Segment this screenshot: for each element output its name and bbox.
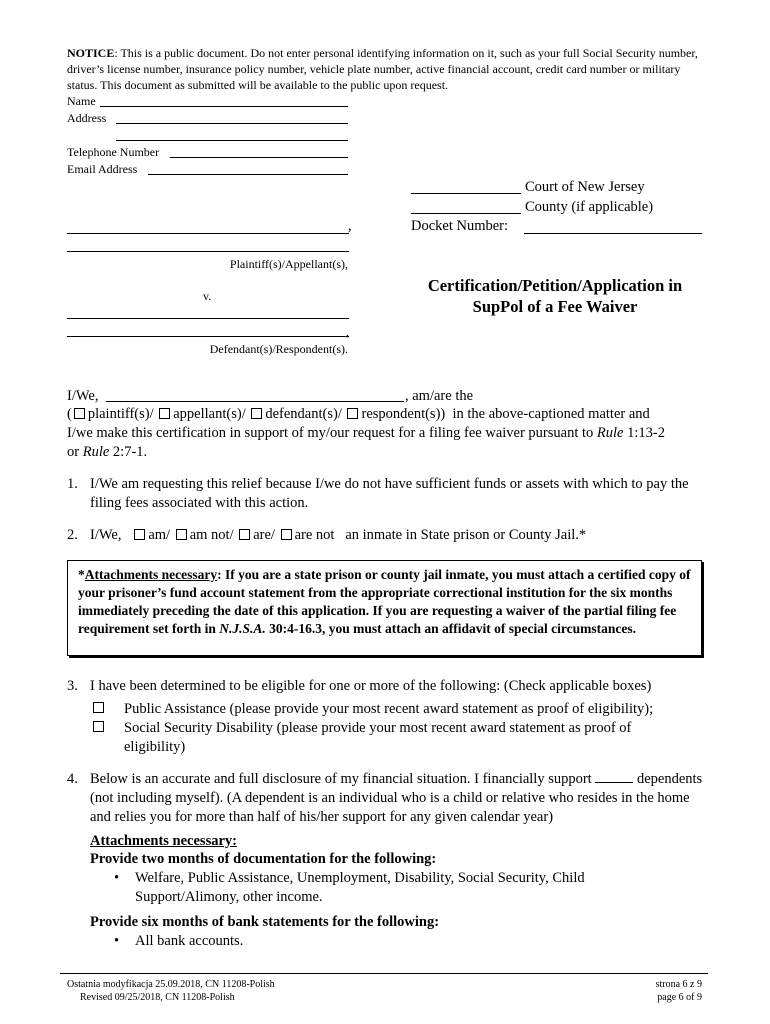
six-months-heading: Provide six months of bank statements for the following:	[90, 914, 440, 930]
notice-paragraph	[67, 45, 707, 93]
bullet-icon: •	[114, 870, 120, 886]
public-assistance-option: Public Assistance (please provide your most recent award statement as proof of eligibility);	[124, 701, 654, 717]
item1-number: 1.	[67, 476, 78, 492]
caption-comma2: ,	[346, 325, 349, 339]
public-assistance-checkbox[interactable]	[93, 702, 104, 713]
am-not-checkbox[interactable]	[176, 529, 187, 540]
intro-or: or	[67, 444, 83, 460]
item4-text-a: Below is an accurate and full disclosure of my financial situation. I financially support	[90, 771, 596, 787]
plaintiff-field-line2[interactable]	[67, 251, 349, 252]
two-months-heading: Provide two months of documentation for the following:	[90, 851, 437, 867]
income-list-item: Welfare, Public Assistance, Unemployment, Disability, Social Security, Child Support/Alimony, other income.	[135, 870, 585, 905]
item4-text-b: dependents (not including myself). (A dependent is an individual who is a child or relative who resides in the home and relies you for more than half of his/her support for any given calendar year)	[90, 771, 703, 825]
respondent-option: respondent(s))	[361, 406, 446, 422]
am-checkbox[interactable]	[134, 529, 145, 540]
ssd-option-cont: eligibility)	[124, 739, 186, 755]
caption-comma: ,	[348, 218, 352, 234]
plaintiff-field-line1[interactable]	[67, 233, 349, 234]
intro-tail: in the above-captioned matter and	[452, 406, 650, 422]
are-option: are/	[253, 527, 275, 543]
rule-number-1: 1:13-2	[623, 425, 665, 441]
intro-line2	[67, 424, 665, 443]
name-field[interactable]	[100, 106, 348, 107]
defendant-field-line1[interactable]	[67, 318, 349, 319]
intro-amare: , am/are the	[405, 388, 474, 404]
address-field-line2[interactable]	[116, 140, 348, 141]
item4-attach-heading: Attachments necessary:	[90, 833, 237, 849]
address-label: Address	[67, 111, 107, 125]
defendant-option: defendant(s)/	[265, 406, 342, 422]
email-field[interactable]	[148, 174, 348, 175]
county-label: County (if applicable)	[525, 199, 654, 215]
rule-ref-1: Rule	[596, 425, 624, 441]
footer-left-polish: Ostatnia modyfikacja 25.09.2018, CN 11208-Polish	[67, 979, 275, 990]
intro-name-field[interactable]	[106, 401, 404, 402]
intro-line3	[67, 443, 147, 462]
plaintiff-option: plaintiff(s)/	[87, 406, 154, 422]
ssd-option: Social Security Disability (please provide your most recent award statement as proof of	[124, 720, 632, 736]
court-label: Court of New Jersey	[525, 179, 645, 195]
appellant-checkbox[interactable]	[159, 408, 170, 419]
defendant-checkbox[interactable]	[251, 408, 262, 419]
attachments-text-end: 30:4-16.3, you must attach an affidavit of special circumstances.	[265, 621, 636, 636]
intro-line2-text: I/we make this certification in support of my/our request for a filing fee waiver pursuant to	[67, 425, 597, 441]
rule-ref-2: Rule	[82, 444, 110, 460]
bank-accounts-item: All bank accounts.	[135, 933, 244, 949]
plaintiff-label: Plaintiff(s)/Appellant(s),	[229, 257, 348, 271]
respondent-checkbox[interactable]	[347, 408, 358, 419]
title-line1: Certification/Petition/Application in	[427, 276, 683, 295]
item2-tail: an inmate in State prison or County Jail.*	[345, 527, 587, 543]
ssd-checkbox[interactable]	[93, 721, 104, 732]
document-title	[405, 275, 705, 317]
am-not-option: am not/	[189, 527, 234, 543]
are-checkbox[interactable]	[239, 529, 250, 540]
item3-text: I have been determined to be eligible for one or more of the following: (Check applicable boxes)	[90, 678, 652, 694]
plaintiff-checkbox[interactable]	[74, 408, 85, 419]
item3-number: 3.	[67, 678, 78, 694]
item1-text: I/We am requesting this relief because I/we do not have sufficient funds or assets with which to pay the filing fees associated with this action.	[90, 476, 689, 511]
appellant-option: appellant(s)/	[173, 406, 246, 422]
email-label: Email Address	[67, 162, 138, 176]
address-field-line1[interactable]	[116, 123, 348, 124]
docket-field[interactable]	[524, 233, 702, 234]
defendant-field-line2[interactable]	[67, 336, 349, 337]
party-role-line	[67, 405, 650, 424]
footer-divider	[60, 973, 708, 974]
versus-label: v.	[203, 289, 212, 303]
attachments-text: : If you are a state prison or county jail inmate, you must attach a certified copy of your prisoner’s fund account statement from the appropriate correctional institution for the six months immediately preceding the date of this application. If you are requesting a waiver of the partial filing fee requirement set forth in	[78, 567, 691, 636]
footer-page-english: page 6 of 9	[657, 992, 702, 1003]
defendant-label: Defendant(s)/Respondent(s).	[209, 342, 348, 356]
name-label: Name	[67, 94, 96, 108]
item2-line	[90, 526, 586, 545]
notice-text: : This is a public document. Do not enter personal identifying information on it, such as your full Social Security number, driver’s license number, insurance policy number, vehicle plate number, active financial account, credit card number or military status. This document as submitted will be available to the public upon request.	[67, 46, 698, 92]
footer-left-english: Revised 09/25/2018, CN 11208-Polish	[80, 992, 235, 1003]
telephone-field[interactable]	[170, 157, 348, 158]
item2-iwe: I/We,	[90, 527, 122, 543]
item4-text	[90, 770, 705, 827]
notice-label: NOTICE	[67, 46, 115, 60]
asterisk: *	[78, 567, 85, 582]
attachments-heading: Attachments necessary	[84, 567, 218, 582]
docket-label: Docket Number:	[411, 218, 509, 234]
am-option: am/	[148, 527, 171, 543]
statute-ref: N.J.S.A.	[219, 621, 266, 636]
item2-number: 2.	[67, 527, 78, 543]
open-paren: (	[67, 406, 72, 422]
item4-number: 4.	[67, 771, 78, 787]
county-field[interactable]	[411, 213, 521, 214]
inmate-attachments-box	[67, 560, 702, 656]
rule-number-2: 2:7-1.	[109, 444, 148, 460]
title-line2: SupPol of a Fee Waiver	[472, 297, 638, 316]
are-not-option: are not	[294, 527, 335, 543]
dependents-count-field[interactable]	[595, 770, 633, 783]
court-name-field[interactable]	[411, 193, 521, 194]
are-not-checkbox[interactable]	[281, 529, 292, 540]
intro-iwe: I/We,	[67, 388, 99, 404]
footer-page-polish: strona 6 z 9	[655, 979, 702, 990]
telephone-label: Telephone Number	[67, 145, 160, 159]
bullet-icon: •	[114, 933, 120, 949]
